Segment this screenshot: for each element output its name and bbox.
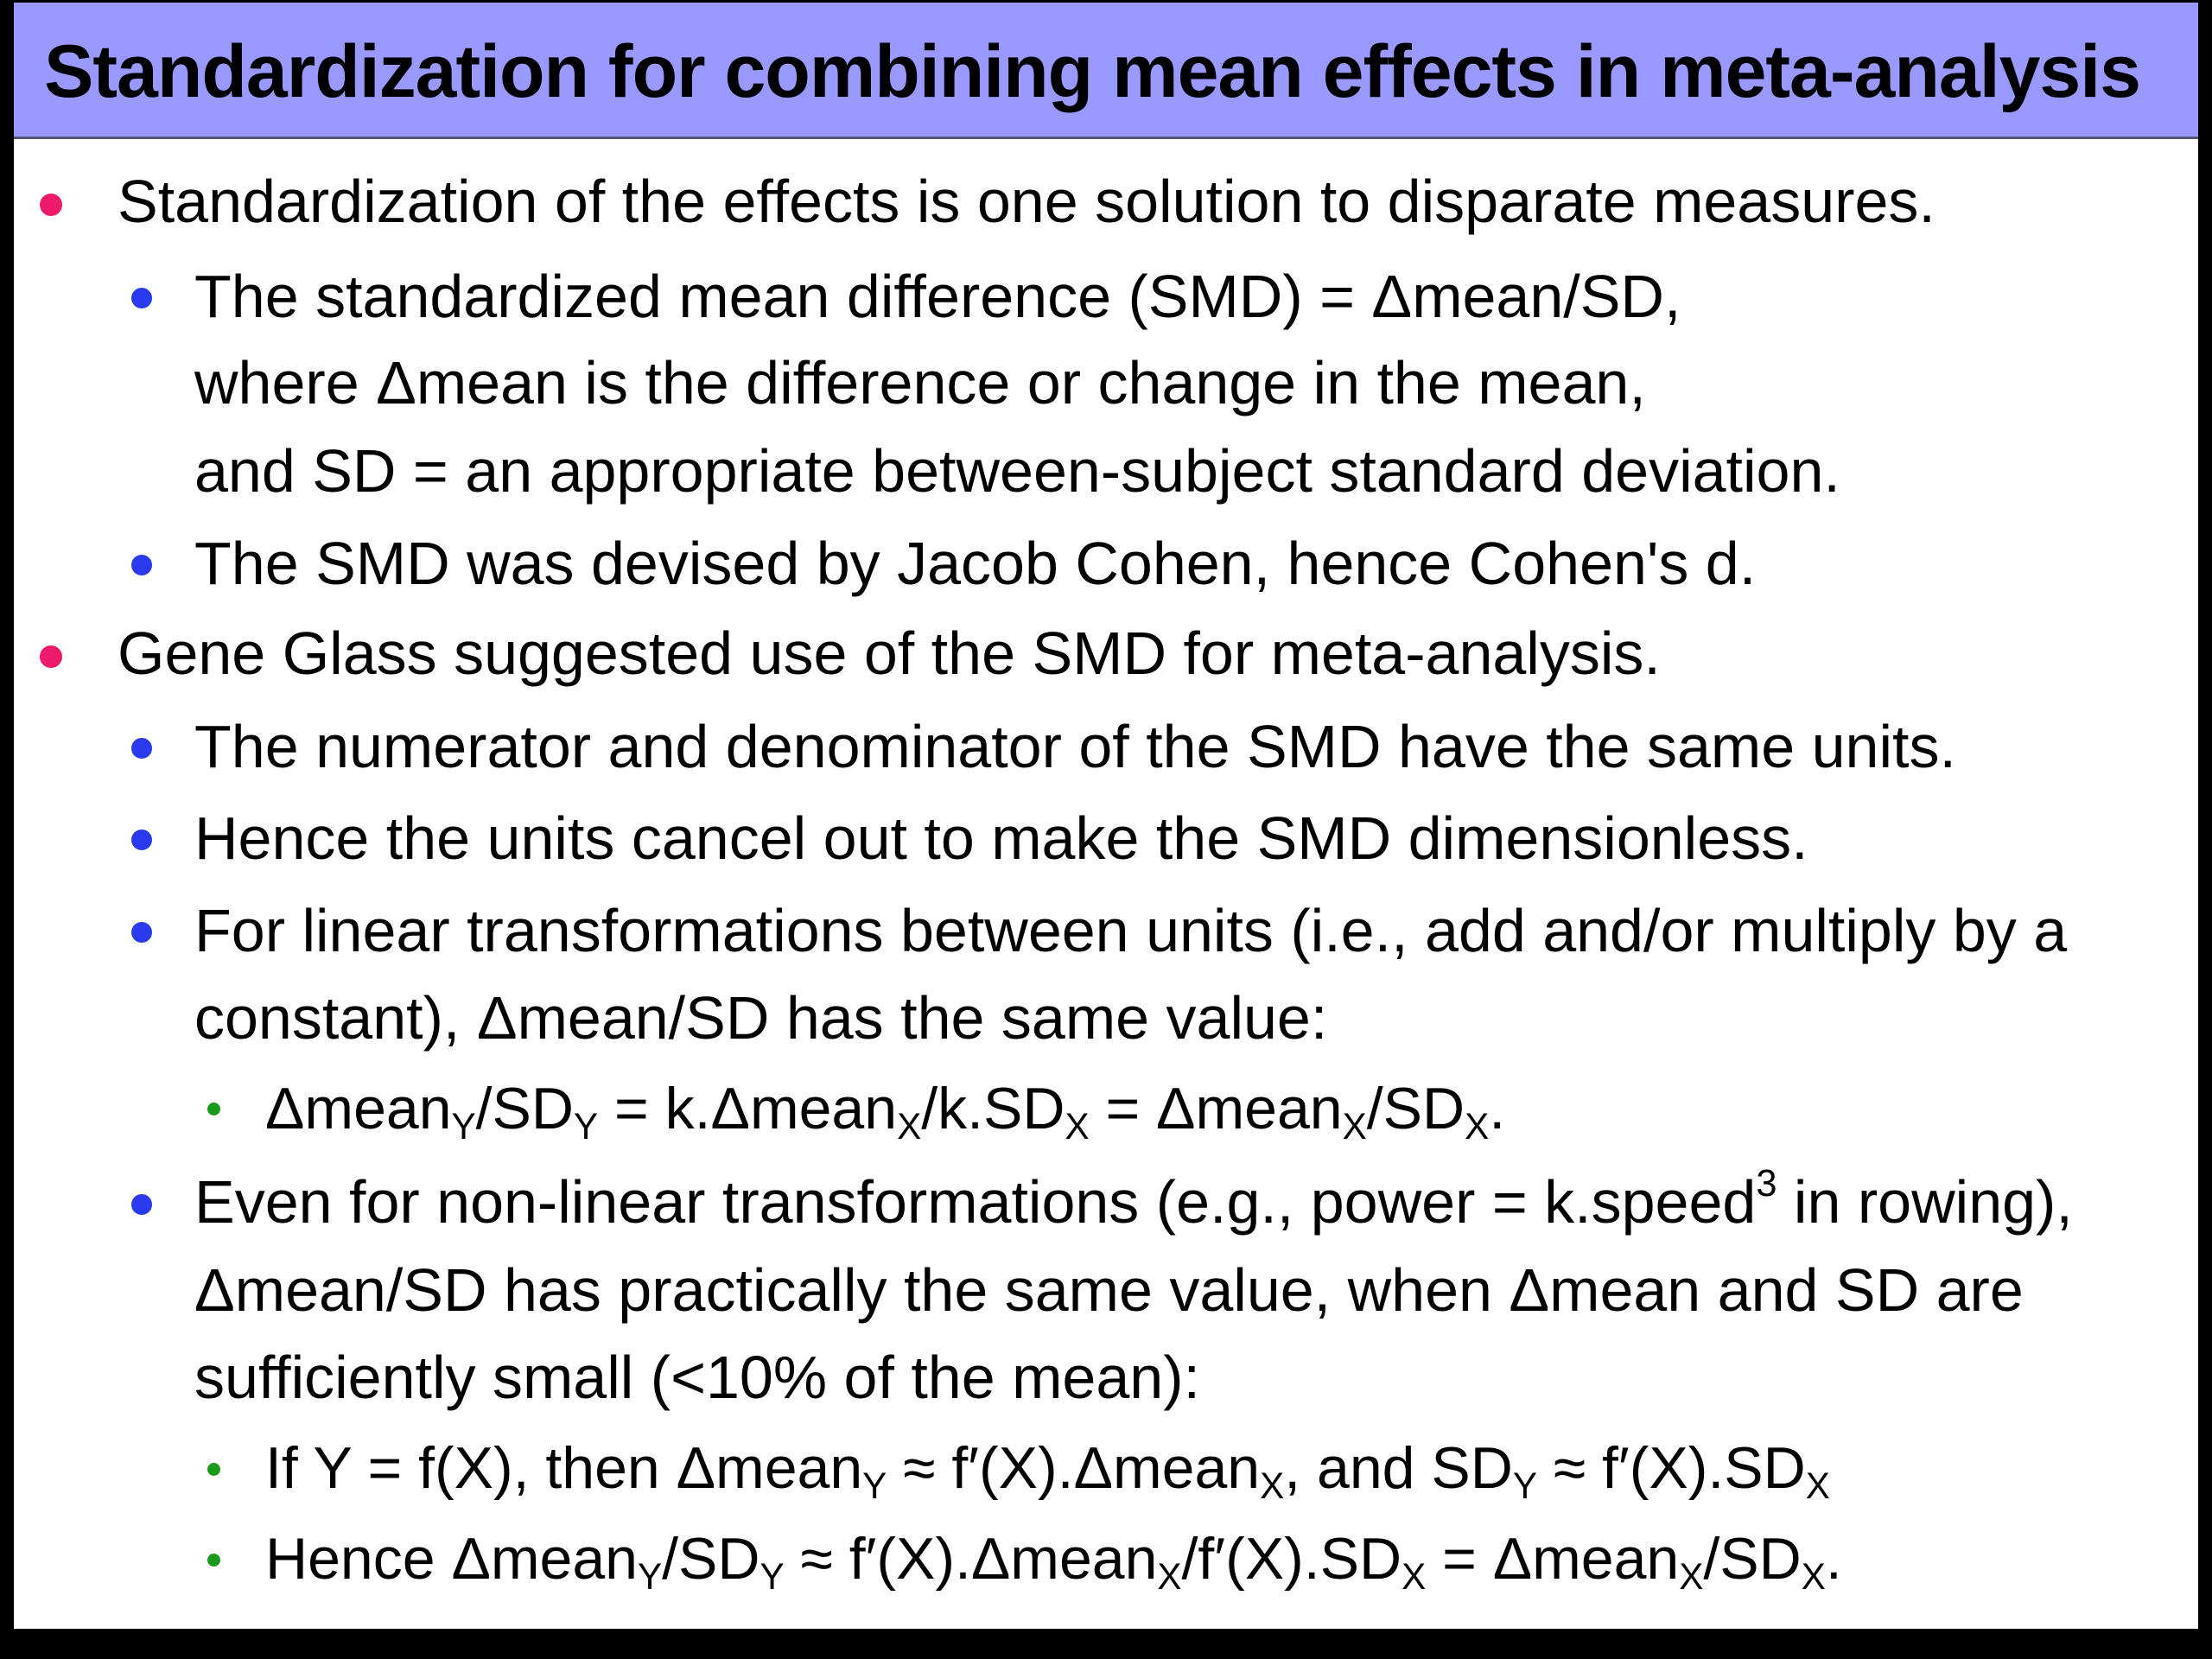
subscript: X (1260, 1465, 1285, 1506)
subscript: Y (637, 1555, 663, 1597)
bullet-text-continued: Δmean/SD has practically the same value, when Δmean and SD are (194, 1256, 2024, 1324)
subscript: X (1157, 1555, 1182, 1597)
bullet-text-continued: sufficiently small (<10% of the mean): (194, 1344, 1200, 1411)
subscript: X (1801, 1555, 1826, 1597)
subscript: X (1065, 1105, 1090, 1147)
subscript: Y (574, 1105, 599, 1147)
bullet-text: The numerator and denominator of the SMD have the same units. (194, 713, 1956, 780)
bullet-text: Hence the units cancel out to make the SMD dimensionless. (194, 804, 1808, 872)
text-segment: Even for non-linear transformations (e.g., power = k.speed (194, 1168, 1757, 1236)
bullet-text-formula (265, 1425, 1830, 1511)
title-bar (14, 3, 2198, 139)
text-segment: /f′(X).SD (1181, 1526, 1402, 1592)
bullet-text-formula (265, 1065, 1505, 1152)
text-segment: /SD (1703, 1526, 1802, 1592)
bullet-text-continued: constant), Δmean/SD has the same value: (194, 984, 1328, 1052)
bullet-level3-icon (207, 1103, 220, 1116)
bullet-level2-icon (131, 830, 152, 850)
subscript: X (1805, 1465, 1830, 1506)
bullet-level1-icon (40, 645, 62, 668)
superscript: 3 (1756, 1162, 1777, 1205)
bullet-text: Gene Glass suggested use of the SMD for meta-analysis. (118, 620, 1661, 687)
text-segment: . (1825, 1526, 1842, 1592)
bullet-text: The standardized mean difference (SMD) = Δmean/SD, (194, 263, 1681, 330)
text-segment: Hence Δmean (265, 1526, 638, 1592)
subscript: Y (451, 1105, 476, 1147)
subscript: X (897, 1105, 922, 1147)
text-segment: = Δmean (1089, 1076, 1343, 1141)
bullet-level2-icon (131, 288, 152, 308)
subscript: X (1402, 1555, 1427, 1597)
text-segment: If Y = f(X), then Δmean (265, 1435, 863, 1501)
subscript: Y (760, 1555, 785, 1597)
text-segment: /k.SD (921, 1076, 1065, 1141)
text-segment: , and SD (1284, 1435, 1513, 1501)
bullet-text-continued: and SD = an appropriate between-subject standard deviation. (194, 437, 1840, 505)
bullet-level2-icon (131, 738, 152, 759)
bullet-text: The SMD was devised by Jacob Cohen, hence Cohen's d. (194, 530, 1757, 597)
text-segment: /SD (1366, 1076, 1465, 1141)
bullet-text-continued: where Δmean is the difference or change in the mean, (194, 349, 1646, 416)
text-segment: /SD (475, 1076, 575, 1141)
text-segment: ≈ f′(X).Δmean (887, 1435, 1261, 1501)
bullet-level2-icon (131, 922, 152, 943)
text-segment: . (1489, 1076, 1506, 1141)
text-segment: ≈ f′(X).Δmean (784, 1526, 1158, 1592)
bullet-level1-icon (40, 194, 62, 216)
subscript: X (1465, 1105, 1490, 1147)
subscript: X (1679, 1555, 1704, 1597)
subscript: Y (1512, 1465, 1537, 1506)
text-segment: Δmean (265, 1076, 452, 1141)
text-segment: in rowing), (1777, 1168, 2073, 1236)
bullet-text-formula (265, 1516, 1842, 1602)
text-segment: = Δmean (1426, 1526, 1680, 1592)
bullet-level3-icon (207, 1554, 220, 1567)
slide (14, 3, 2198, 1629)
subscript: X (1342, 1105, 1367, 1147)
bullet-level2-icon (131, 1194, 152, 1215)
text-segment: = k.Δmean (598, 1076, 898, 1141)
bullet-text (194, 1159, 2073, 1245)
bullet-level3-icon (207, 1463, 220, 1476)
subscript: Y (862, 1465, 887, 1506)
slide-title: Standardization for combining mean effects in meta-analysis (44, 30, 2140, 113)
text-segment: ≈ f′(X).SD (1536, 1435, 1806, 1501)
bullet-text: Standardization of the effects is one solution to disparate measures. (118, 168, 1936, 235)
bullet-text: For linear transformations between units (i.e., add and/or multiply by a (194, 897, 2068, 964)
text-segment: /SD (662, 1526, 760, 1592)
bullet-level2-icon (131, 555, 152, 575)
